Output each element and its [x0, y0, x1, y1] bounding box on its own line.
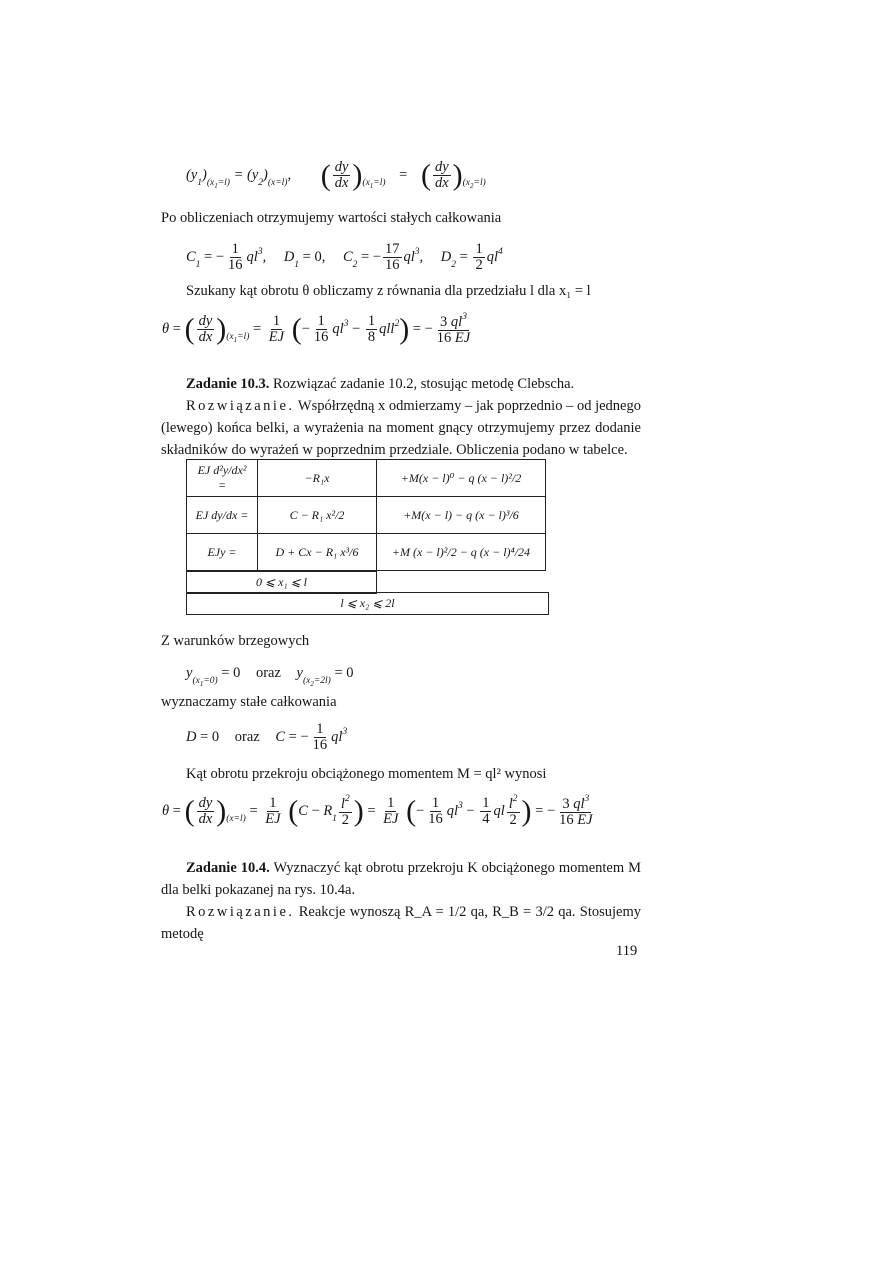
page-number: 119 — [616, 943, 638, 959]
table-cell: +M(x − l) − q (x − l)³/6 — [377, 497, 546, 534]
row-label: EJ dy/dx = — [187, 497, 258, 534]
clebsch-table — [186, 459, 546, 571]
boundary-conditions: $y_{(x_1=0)} = 0$ oraz $y_{(x_2=2l)} = 0$ — [186, 665, 354, 688]
table-cell: C − R₁ x²/2 — [258, 497, 377, 534]
para-theta-intro: Szukany kąt obrotu θ obliczamy z równania dla przedziału l dla x₁ = l — [186, 283, 591, 299]
solution-10-4: Rozwiązanie. Reakcje wynoszą R_A = 1/2 qa, R_B = 3/2 qa. Stosujemy metodę — [161, 904, 642, 942]
table-cell: +M (x − l)²/2 − q (x − l)⁴/24 — [377, 534, 546, 571]
table-cell: D + Cx − R₁ x³/6 — [258, 534, 377, 571]
solution-10-3: Rozwiązanie. Współrzędną x odmierzamy – jak poprzednio – od jednego (lewego) końca belki, a wyrażenia na moment gnący otrzymujemy przez dodanie składników do wyrażeń w poprzednim przedziale. Obliczenia podano w tabelce. — [161, 398, 641, 458]
range-1: 0 ⩽ x₁ ⩽ l — [186, 571, 377, 594]
constants-result: D = 0 oraz C = − $\frac{1}{16}$ $ql^3$ — [186, 721, 348, 754]
table-cell: −R₁x — [258, 460, 377, 497]
theta-equation-2: θ = ( $\frac{dy}{dx}$ )$_{(x=l)}$ = $\frac{1}{EJ}$ ($C - R_1$ $\frac{l^2}{2}$ ) = $\frac{1}{EJ}$ (− $\frac{1}{16}$ $ql^3$ − $\frac{1}{4}$ ql $\frac{l^2}{2}$ ) = − $\frac{3 ql^3}{16 EJ}$ — [162, 794, 593, 829]
constants-equation: $C_1$ = − $\frac{1}{16}$ $ql^3$, $D_1 = 0$, $C_2$ = − $\frac{17}{16}$ $ql^3$, $D_2$ = $\frac{1}{2}$ $ql^4$ — [186, 241, 503, 274]
rotation-text: Kąt obrotu przekroju obciążonego momentem M = ql² wynosi — [186, 766, 547, 782]
task-10-3: Zadanie 10.3. Rozwiązać zadanie 10.2, stosując metodę Clebscha. — [186, 376, 575, 392]
row-label: EJ d²y/dx² = — [187, 460, 258, 497]
boundary-intro: Z warunków brzegowych — [161, 633, 310, 649]
task-10-4: Zadanie 10.4. Wyznaczyć kąt obrotu przekroju K obciążonego momentem M dla belki pokazanej na rys. 10.4a. — [161, 860, 642, 898]
para-after-conditions: Po obliczeniach otrzymujemy wartości stałych całkowania — [161, 210, 502, 226]
range-2: l ⩽ x₂ ⩽ 2l — [186, 592, 549, 615]
constants-intro: wyznaczamy stałe całkowania — [161, 694, 337, 710]
table-cell: +M(x − l)⁰ − q (x − l)²/2 — [377, 460, 546, 497]
continuity-equation: $(y_1)_{(x_1=l)} = (y_2)_{(x=l)}$, ( $\frac{dy}{dx}$ )$_{(x_1=l)}$ = ( $\frac{dy}{dx}$ )$_{(x_2=l)}$ — [186, 158, 486, 192]
theta-equation-1: θ = ( $\frac{dy}{dx}$ )$_{(x_1=l)}$ = $\frac{1}{EJ}$ (− $\frac{1}{16}$ $ql^3$ − $\frac{1}{8}$ qll$^2$) = − $\frac{3 ql^3}{16 EJ}$ — [162, 312, 471, 347]
row-label: EJy = — [187, 534, 258, 571]
